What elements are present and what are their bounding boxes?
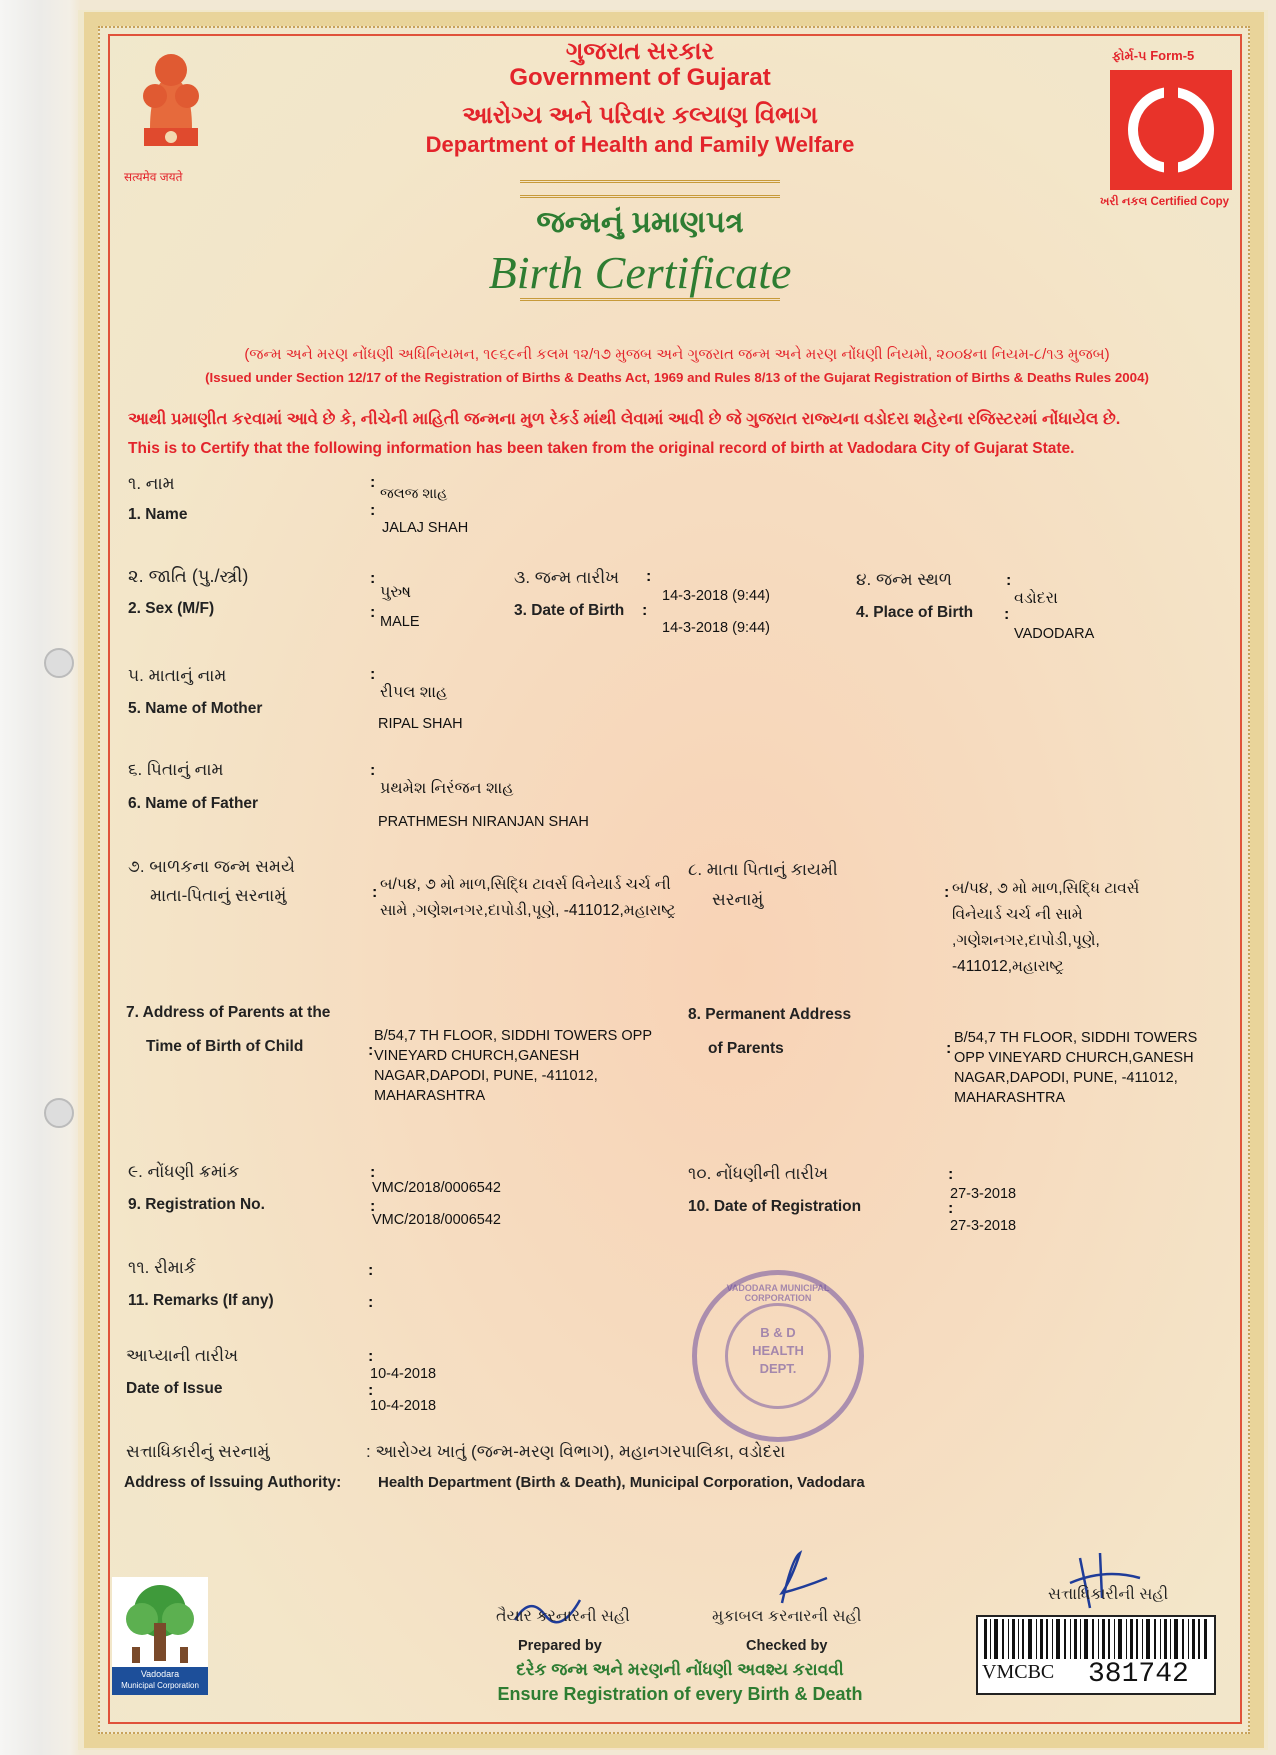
reg-no-value: VMC/2018/0006542 (372, 1212, 501, 1228)
mother-colon: : (370, 666, 376, 683)
authority-value-gujarati: : આરોગ્ય ખાતું (જન્મ-મરણ વિભાગ), મહાનગરપાલિકા, વડોદરા (366, 1442, 786, 1461)
ashoka-emblem-icon (130, 44, 212, 174)
punch-hole-top (44, 648, 74, 678)
name-colon: : (370, 474, 376, 491)
reg-no-label: 9. Registration No. (128, 1196, 265, 1213)
vmc-logo (112, 1577, 208, 1695)
decorative-scroll-bottom (520, 298, 780, 311)
reg-date-value: 27-3-2018 (950, 1218, 1017, 1234)
decorative-scroll (520, 180, 780, 198)
pob-label: 4. Place of Birth (856, 604, 974, 621)
government-title-gujarati: ગુજરાત સરકાર (565, 38, 715, 65)
prepared-by-gujarati: તૈયાર કરનારની સહી (496, 1608, 630, 1625)
checked-signature (752, 1548, 832, 1608)
municipal-stamp (692, 1270, 864, 1442)
address-birth-label-gujarati-2: માતા-પિતાનું સરનામું (150, 886, 287, 905)
stamp-ring-text: VADODARA MUNICIPAL CORPORATION (726, 1283, 830, 1303)
form-5-badge (1110, 70, 1232, 190)
prepared-by-label: Prepared by (518, 1638, 602, 1654)
father-label-gujarati: ૬. પિતાનું નામ (128, 760, 224, 779)
punch-hole-bottom (44, 1098, 74, 1128)
mother-label-gujarati: ૫. માતાનું નામ (128, 666, 227, 685)
name-label: 1. Name (128, 506, 188, 523)
name-value-gujarati: જલજ શાહ (380, 486, 448, 502)
checked-by-gujarati: મુકાબલ કરનારની સહી (712, 1608, 862, 1625)
issued-under-gujarati: (જન્મ અને મરણ નોંધણી અધિનિયમન, ૧૯૬૯ની કલમ ૧૨/૧૭ મુજબ અને ગુજરાત જન્મ અને મરણ નોંધણી નિયમો, ૨૦૦૪ના નિયમ-૮/૧૩ મુજબ) (244, 346, 1110, 363)
sex-value-gujarati: પુરુષ (380, 584, 412, 601)
barcode (976, 1615, 1216, 1695)
name-colon-2: : (370, 502, 376, 519)
barcode-prefix: VMCBC (982, 1661, 1055, 1683)
pob-value-gujarati: વડોદરા (1014, 590, 1058, 607)
department-title-gujarati: આરોગ્ય અને પરિવાર કલ્યાણ વિભાગ (462, 102, 818, 129)
name-value: JALAJ SHAH (382, 520, 469, 536)
address-perm-colon: : (944, 884, 950, 901)
certify-text-gujarati: આથી પ્રમાણીત કરવામાં આવે છે કે, નીચેની માહિતી જન્મના મુળ રેકર્ડ માંથી લેવામાં આવી છે જે ગુજરાત રાજ્યના વડોદરા શહેરના રજિસ્ટરમાં નોંધાયેલ છે. (128, 410, 1121, 428)
address-perm-label-1: 8. Permanent Address (688, 1006, 852, 1023)
reg-date-colon-2: : (948, 1200, 954, 1217)
certified-copy-label: ખરી નકલ Certified Copy (1100, 196, 1230, 208)
address-perm-label-2: of Parents (708, 1040, 784, 1057)
father-colon: : (370, 762, 376, 779)
stamp-line-3: DEPT. (759, 1361, 797, 1376)
address-birth-value-gujarati: બ/૫૪, ૭ મો માળ,સિદ્ધિ ટાવર્સ વિનેયાર્ડ ચર્ચ ની સામે ,ગણેશનગર,દાપોડી,પૂણે, -411012,મહારાષ્ટ્ર (380, 876, 676, 919)
sex-value: MALE (380, 614, 420, 630)
address-birth-label-gujarati-1: ૭. બાળકના જન્મ સમયે (128, 857, 295, 876)
dob-colon-2: : (642, 602, 648, 619)
remarks-label: 11. Remarks (If any) (128, 1292, 274, 1309)
ensure-registration-gujarati: દરેક જન્મ અને મરણની નોંધણી અવશ્ય કરાવવી (516, 1660, 844, 1679)
address-birth-colon-2: : (368, 1042, 374, 1059)
certificate-title: Birth Certificate (488, 247, 792, 298)
father-value: PRATHMESH NIRANJAN SHAH (378, 814, 589, 830)
authority-signature (1060, 1548, 1150, 1618)
sex-label-gujarati: ૨. જાતિ (પુ./સ્ત્રી) (128, 566, 249, 586)
issue-date-label-gujarati: આપ્યાની તારીખ (126, 1346, 239, 1365)
address-perm-label-gujarati-1: ૮. માતા પિતાનું કાયમી (688, 860, 838, 879)
checked-by-label: Checked by (746, 1638, 828, 1654)
remarks-colon: : (368, 1262, 374, 1279)
reg-date-value-first: 27-3-2018 (950, 1186, 1017, 1202)
dob-value-gujarati: 14-3-2018 (9:44) (662, 588, 771, 604)
issue-date-value-first: 10-4-2018 (370, 1366, 437, 1382)
address-birth-label-1: 7. Address of Parents at the (126, 1004, 331, 1021)
issue-date-colon: : (368, 1348, 374, 1365)
certified-seal-icon (1110, 70, 1232, 190)
emblem-motto: सत्यमेव जयते (124, 170, 183, 184)
issue-date-value: 10-4-2018 (370, 1398, 437, 1414)
authority-label: Address of Issuing Authority: (124, 1474, 342, 1491)
pob-label-gujarati: ૪. જન્મ સ્થળ (856, 570, 953, 589)
department-title: Department of Health and Family Welfare (425, 132, 855, 157)
remarks-label-gujarati: ૧૧. રીમાર્ક (128, 1258, 196, 1277)
father-value-gujarati: પ્રથમેશ નિરંજન શાહ (380, 780, 514, 797)
father-label: 6. Name of Father (128, 795, 259, 812)
certificate-title-gujarati: જન્મનું પ્રમાણપત્ર (536, 206, 744, 239)
name-label-gujarati: ૧. નામ (128, 474, 175, 493)
mother-value: RIPAL SHAH (378, 716, 463, 732)
sex-colon-2: : (370, 604, 376, 621)
barcode-number: 381742 (1088, 1659, 1189, 1690)
authority-signature-gujarati: સત્તાધિકારીની સહી (1048, 1586, 1169, 1603)
stamp-line-1: B & D (760, 1325, 796, 1340)
certify-text: This is to Certify that the following information has been taken from the original record of birth at Vadodara City of Gujarat State. (128, 440, 1075, 457)
reg-date-label-gujarati: ૧૦. નોંધણીની તારીખ (688, 1164, 829, 1183)
remarks-colon-2: : (368, 1294, 374, 1311)
dob-value: 14-3-2018 (9:44) (662, 620, 771, 636)
sex-colon: : (370, 570, 376, 587)
reg-date-colon: : (948, 1166, 954, 1183)
pob-colon-2: : (1004, 606, 1010, 623)
address-perm-value-gujarati: બ/૫૪, ૭ મો માળ,સિદ્ધિ ટાવર્સ વિનેયાર્ડ ચર્ચ ની સામે ,ગણેશનગર,દાપોડી,પૂણે, -411012,મહારાષ્ટ્ર (952, 880, 1140, 975)
mother-label: 5. Name of Mother (128, 700, 263, 717)
address-perm-colon-2: : (946, 1040, 952, 1057)
address-birth-colon: : (372, 884, 378, 901)
address-birth-value: B/54,7 TH FLOOR, SIDDHI TOWERS OPP VINEYARD CHURCH,GANESH NAGAR,DAPODI, PUNE, -411012, MAHARASHTRA (374, 1028, 652, 1104)
government-title: Government of Gujarat (509, 64, 771, 91)
issue-date-colon-2: : (368, 1382, 374, 1399)
mother-value-gujarati: રીપલ શાહ (380, 684, 448, 701)
reg-no-label-gujarati: ૯. નોંધણી ક્રમાંક (128, 1162, 240, 1181)
dob-label-gujarati: ૩. જન્મ તારીખ (514, 568, 620, 587)
address-birth-label-2: Time of Birth of Child (146, 1038, 304, 1055)
barcode-icon (978, 1619, 1214, 1659)
dob-colon: : (646, 568, 652, 585)
stamp-line-2: HEALTH (752, 1343, 804, 1358)
address-perm-label-gujarati-2: સરનામું (712, 890, 764, 909)
reg-no-value-first: VMC/2018/0006542 (372, 1180, 501, 1196)
pob-value: VADODARA (1014, 626, 1095, 642)
reg-date-label: 10. Date of Registration (688, 1198, 862, 1215)
pob-colon: : (1006, 572, 1012, 589)
issued-under: (Issued under Section 12/17 of the Registration of Births & Deaths Act, 1969 and Rules 8/13 of the Gujarat Registration of Births & Deaths Rules 2004) (205, 370, 1149, 385)
reg-no-colon: : (370, 1164, 376, 1181)
form-label: ફોર્મ-૫ Form-5 (1112, 48, 1195, 63)
dob-label: 3. Date of Birth (514, 602, 625, 619)
reg-no-colon-2: : (370, 1198, 376, 1215)
ensure-registration: Ensure Registration of every Birth & Death (497, 1684, 863, 1704)
issue-date-label: Date of Issue (126, 1380, 223, 1397)
authority-value: Health Department (Birth & Death), Municipal Corporation, Vadodara (378, 1474, 865, 1491)
tree-icon (112, 1577, 208, 1667)
logo-text-1: Vadodara (140, 1669, 180, 1679)
sex-label: 2. Sex (M/F) (128, 600, 215, 617)
logo-text-2: Municipal Corporation (121, 1681, 199, 1690)
address-perm-value: B/54,7 TH FLOOR, SIDDHI TOWERS OPP VINEYARD CHURCH,GANESH NAGAR,DAPODI, PUNE, -411012, MAHARASHTRA (954, 1030, 1198, 1106)
authority-label-gujarati: સત્તાધિકારીનું સરનામું (126, 1442, 270, 1461)
